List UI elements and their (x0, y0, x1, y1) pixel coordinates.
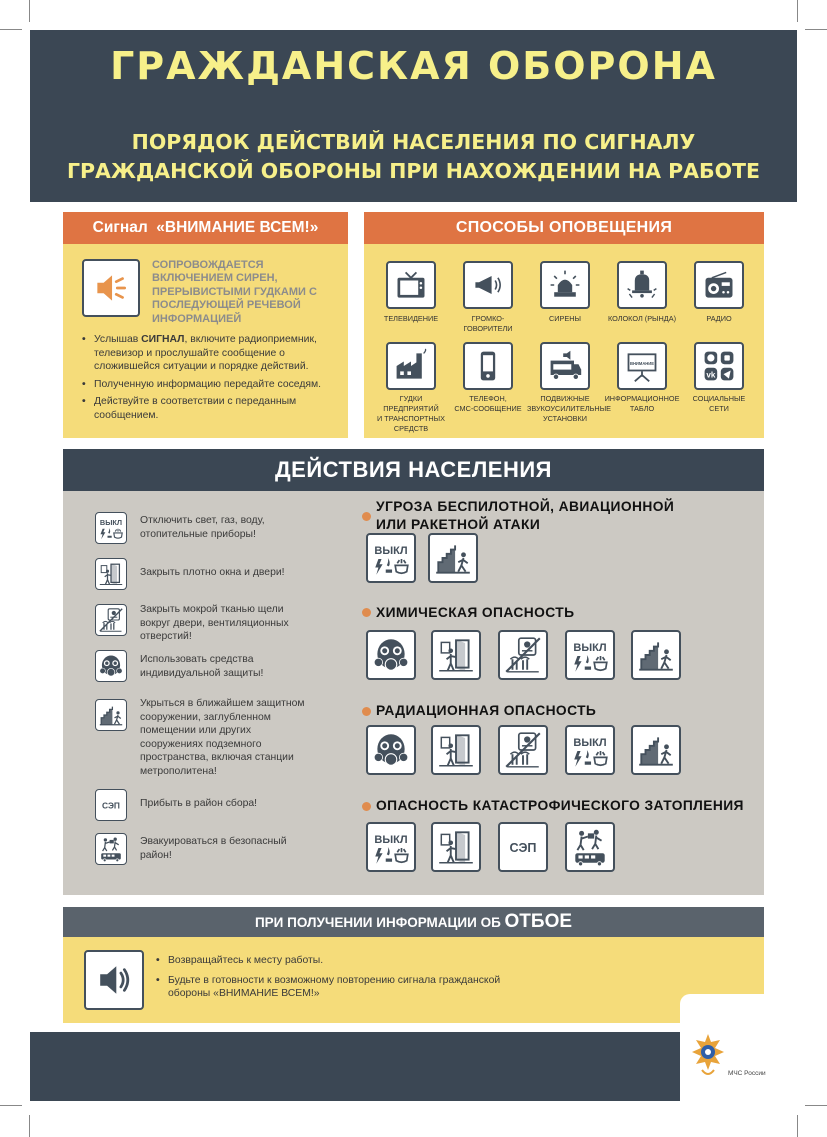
action-text: Эвакуироваться в безопасный район! (140, 836, 287, 861)
channel-phone-box (463, 342, 513, 390)
threat-bullet (362, 802, 371, 811)
action-text: Отключить свет, газ, воду, отопительные приборы! (140, 515, 265, 540)
threat-icon-box (366, 630, 416, 680)
crop-mark (797, 1115, 798, 1137)
wet-cloth-icon (502, 634, 544, 676)
threat-icon-box (631, 630, 681, 680)
crop-mark (805, 1105, 827, 1106)
info-board-icon (623, 348, 661, 384)
action-shelter-icon-box (95, 699, 127, 731)
threat-title: РАДИАЦИОННАЯ ОПАСНОСТЬ (376, 703, 597, 718)
svg-text:vk: vk (706, 370, 716, 380)
channel-label: ТЕЛЕВИДЕНИЕ (383, 314, 439, 323)
channel-label: РАДИО (706, 314, 732, 323)
wet-cloth-icon (502, 729, 544, 771)
threat-icon-box (498, 822, 548, 872)
shelter-icon (432, 537, 474, 579)
page-subtitle (30, 128, 797, 186)
threat-title: ХИМИЧЕСКАЯ ОПАСНОСТЬ (376, 605, 575, 620)
threat-icon-box (431, 630, 481, 680)
action-off-icon-box (95, 512, 127, 544)
subtitle-line-1: ПОРЯДОК ДЕЙСТВИЙ НАСЕЛЕНИЯ ПО СИГНАЛУ (131, 130, 696, 154)
channel-label: ПОДВИЖНЫЕ ЗВУКОУСИЛИТЕЛЬНЫЕ УСТАНОВКИ (527, 394, 612, 423)
list-item: • Полученную информацию передайте соседям. (82, 378, 342, 392)
actions-heading: ДЕЙСТВИЯ НАСЕЛЕНИЯ (63, 449, 764, 491)
action-text: Прибыть в район сбора! (140, 798, 258, 809)
channel-factory-box (386, 342, 436, 390)
bell-icon (624, 267, 660, 303)
power-off-icon (569, 729, 611, 771)
loudspeaker-van-icon (546, 348, 584, 384)
close-windows-icon (435, 634, 477, 676)
power-off-icon (97, 514, 125, 542)
threat-icon-box (631, 725, 681, 775)
gas-mask-icon (370, 729, 412, 771)
action-evac-icon-box (95, 833, 127, 865)
poster (30, 30, 797, 1105)
threat-icon-box (366, 533, 416, 583)
channel-board-box (617, 342, 667, 390)
speaker-icon (90, 267, 132, 309)
threat-icon-box (431, 725, 481, 775)
shelter-icon (635, 729, 677, 771)
evacuation-icon (97, 835, 125, 863)
phone-icon (470, 348, 506, 384)
gas-mask-icon (370, 634, 412, 676)
siren-icon (547, 267, 583, 303)
all-clear-heading-strong: ОТБОЕ (504, 911, 573, 932)
radio-icon (701, 267, 737, 303)
siren-description: СОПРОВОЖДАЕТСЯ ВКЛЮЧЕНИЕМ СИРЕН, ПРЕРЫВИСТЫМИ ГУДКАМИ С ПОСЛЕДУЮЩЕЙ РЕЧЕВОЙ ИНФОРМАЦИЕЙ (152, 259, 317, 325)
crop-mark (797, 0, 798, 22)
signal-heading: Сигнал «ВНИМАНИЕ ВСЕМ!» (63, 212, 348, 244)
channel-bell-box (617, 261, 667, 309)
action-gasmask-icon-box (95, 650, 127, 682)
action-text: Использовать средства индивидуальной защиты! (140, 654, 264, 679)
bullet-text: , включите радиоприемник, телевизор и прослушайте сообщение о сложившейся ситуации и порядке действий. (94, 334, 317, 373)
threat-icon-box (431, 822, 481, 872)
list-item: • Будьте в готовности к возможному повторению сигнала гражданской обороны «ВНИМАНИЕ ВСЕМ!» (156, 974, 516, 1001)
threat-title (376, 498, 674, 534)
shelter-icon (97, 701, 125, 729)
gas-mask-icon (97, 652, 125, 680)
channel-label: КОЛОКОЛ (РЫНДА) (607, 314, 677, 323)
threat-title-line: УГРОЗА БЕСПИЛОТНОЙ, АВИАЦИОННОЙ (376, 499, 675, 514)
threat-bullet (362, 707, 371, 716)
close-windows-icon (435, 826, 477, 868)
page-title: ГРАЖДАНСКАЯ ОБОРОНА (110, 44, 717, 88)
threat-bullet (362, 608, 371, 617)
threat-title: ОПАСНОСТЬ КАТАСТРОФИЧЕСКОГО ЗАТОПЛЕНИЯ (376, 798, 744, 813)
action-text: Закрыть плотно окна и двери! (140, 567, 285, 578)
power-off-icon (370, 537, 412, 579)
bullet-strong: СИГНАЛ (141, 334, 185, 345)
channel-siren-box (540, 261, 590, 309)
all-clear-heading (63, 907, 764, 937)
channel-label: ТЕЛЕФОН, СМС-СООБЩЕНИЕ (454, 394, 522, 413)
crop-mark (0, 29, 22, 30)
crop-mark (29, 0, 30, 22)
evacuation-icon (569, 826, 611, 868)
threat-icon-box (565, 630, 615, 680)
close-windows-icon (435, 729, 477, 771)
logo-text: МЧС России (728, 1070, 766, 1077)
channel-van-box (540, 342, 590, 390)
all-clear-heading-text: ПРИ ПОЛУЧЕНИИ ИНФОРМАЦИИ ОБ (254, 915, 505, 930)
channel-radio-box (694, 261, 744, 309)
crop-mark (0, 1105, 22, 1106)
channel-social-box (694, 342, 744, 390)
threat-title-line: ИЛИ РАКЕТНОЙ АТАКИ (376, 517, 541, 532)
bullet-text: Услышав (94, 334, 142, 345)
threat-icon-box (366, 725, 416, 775)
emercom-emblem-icon (690, 1032, 726, 1078)
channel-label: СИРЕНЫ (549, 314, 581, 323)
siren-speaker-box (82, 259, 140, 317)
list-item (82, 333, 342, 374)
board-caption: ВНИМАНИЕ (629, 361, 655, 367)
power-off-icon (370, 826, 412, 868)
sep-icon (97, 791, 125, 819)
wet-cloth-icon (97, 606, 125, 634)
power-off-icon (569, 634, 611, 676)
threat-icon-box (498, 725, 548, 775)
tv-icon (393, 267, 429, 303)
action-text: Укрыться в ближайшем защитном сооружении, заглубленном помещении или других сооружениях подземного пространства, включая станции метрополитена! (140, 698, 305, 777)
header (30, 30, 797, 202)
all-clear-bullets (156, 954, 516, 1007)
social-networks-icon (701, 348, 737, 384)
threat-icon-box (498, 630, 548, 680)
channel-label: СОЦИАЛЬНЫЕ СЕТИ (692, 394, 746, 413)
action-sep-icon-box (95, 789, 127, 821)
signal-bullets (82, 333, 342, 427)
speaker-icon (91, 957, 137, 1003)
action-window-icon-box (95, 558, 127, 590)
channel-label: ГРОМКО- ГОВОРИТЕЛИ (463, 314, 513, 333)
threat-icon-box (565, 725, 615, 775)
close-windows-icon (97, 560, 125, 588)
crop-mark (29, 1115, 30, 1137)
sep-icon (502, 826, 544, 868)
list-item: • Действуйте в соответствии с переданным сообщением. (82, 395, 342, 422)
action-text: Закрыть мокрой тканью щели вокруг двери, вентиляционных отверстий! (140, 604, 289, 643)
channel-label: ГУДКИ ПРЕДПРИЯТИЙ И ТРАНСПОРТНЫХ СРЕДСТВ (376, 394, 446, 433)
all-clear-speaker-box (84, 950, 144, 1010)
threat-icon-box (366, 822, 416, 872)
shelter-icon (635, 634, 677, 676)
threat-icon-box (565, 822, 615, 872)
crop-mark (805, 29, 827, 30)
loudspeaker-icon (470, 267, 506, 303)
channel-tv-box (386, 261, 436, 309)
threat-icon-box (428, 533, 478, 583)
threat-bullet (362, 512, 371, 521)
action-cloth-icon-box (95, 604, 127, 636)
channel-loudspeaker-box (463, 261, 513, 309)
factory-icon (393, 348, 429, 384)
notify-heading: СПОСОБЫ ОПОВЕЩЕНИЯ (364, 212, 764, 244)
list-item: • Возвращайтесь к месту работы. (156, 954, 516, 968)
subtitle-line-2: ГРАЖДАНСКОЙ ОБОРОНЫ ПРИ НАХОЖДЕНИИ НА РАБОТЕ (66, 159, 761, 183)
channel-label: ИНФОРМАЦИОННОЕ ТАБЛО (604, 394, 680, 413)
logo-box (680, 994, 797, 1101)
